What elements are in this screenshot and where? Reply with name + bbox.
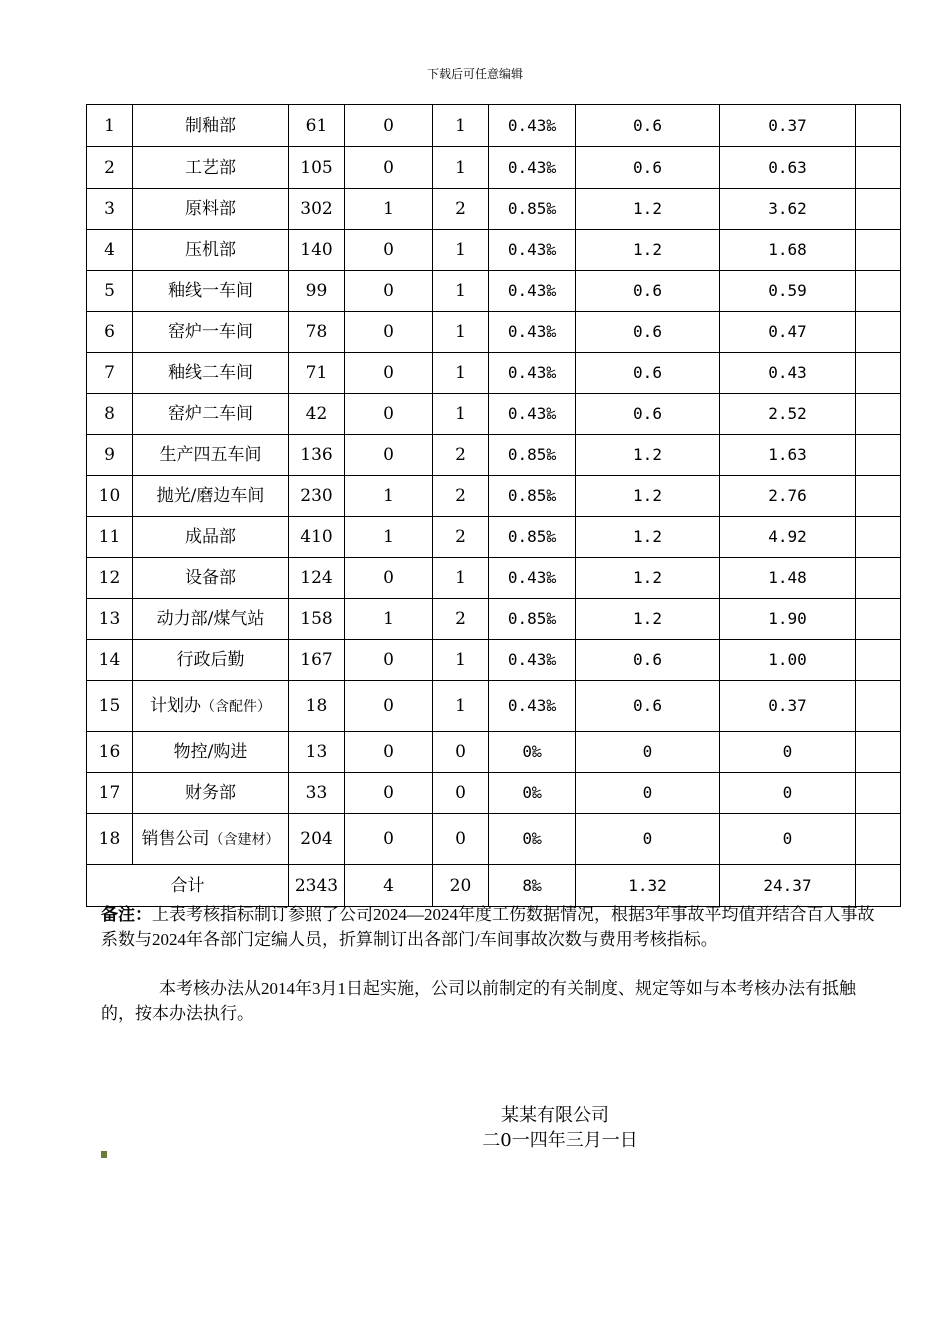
fee-b: 0.47 [720, 312, 856, 353]
fee-b: 4.92 [720, 517, 856, 558]
department-cell [133, 732, 289, 773]
fee-a: 1.2 [576, 435, 720, 476]
department-cell [133, 476, 289, 517]
accident-count-a: 0 [345, 773, 433, 814]
accident-rate: 0.43‰ [489, 558, 576, 599]
fee-b: 0.37 [720, 105, 856, 147]
department-name: 抛光/磨边车间 [156, 486, 265, 506]
department-name: 制釉部 [185, 115, 236, 136]
accident-count-b: 2 [433, 189, 489, 230]
department-cell [133, 147, 289, 189]
fee-a: 0 [576, 732, 720, 773]
department-cell [133, 558, 289, 599]
department-cell [133, 435, 289, 476]
accident-count-b: 2 [433, 435, 489, 476]
accident-rate: 0.43‰ [489, 271, 576, 312]
department-cell [133, 271, 289, 312]
blank-cell [856, 681, 901, 732]
staff-count: 204 [289, 814, 345, 865]
fee-a: 0 [576, 773, 720, 814]
accident-rate: 0.43‰ [489, 230, 576, 271]
staff-count: 158 [289, 599, 345, 640]
row-number: 4 [87, 230, 133, 271]
row-number: 7 [87, 353, 133, 394]
total-count-b: 20 [433, 865, 489, 907]
department-name: 釉线二车间 [168, 363, 253, 383]
staff-count: 33 [289, 773, 345, 814]
table-row [87, 147, 901, 189]
table-row [87, 599, 901, 640]
fee-b: 1.90 [720, 599, 856, 640]
accident-count-b: 1 [433, 681, 489, 732]
staff-count: 124 [289, 558, 345, 599]
fee-b: 0 [720, 814, 856, 865]
department-note: （含建材） [209, 831, 280, 848]
fee-b: 1.48 [720, 558, 856, 599]
blank-cell [856, 189, 901, 230]
accident-count-a: 1 [345, 189, 433, 230]
total-label: 合计 [87, 865, 289, 907]
blank-cell [856, 865, 901, 907]
accident-count-b: 1 [433, 558, 489, 599]
accident-count-b: 0 [433, 732, 489, 773]
fee-a: 1.2 [576, 230, 720, 271]
note-text: 上表考核指标制订参照了公司2024—2024年度工伤数据情况，根据3年事故平均值并结合百人事故系数与2024年各部门定编人员，折算制订出各部门/车间事故次数与费用考核指标。 [101, 905, 875, 949]
total-count-a: 4 [345, 865, 433, 907]
department-cell [133, 312, 289, 353]
company-name: 某某有限公司 [501, 1105, 609, 1126]
blank-cell [856, 558, 901, 599]
accident-rate: 0.85‰ [489, 476, 576, 517]
blank-cell [856, 435, 901, 476]
fee-a: 1.2 [576, 517, 720, 558]
accident-rate: 0.85‰ [489, 435, 576, 476]
table-row [87, 476, 901, 517]
row-number: 9 [87, 435, 133, 476]
staff-count: 18 [289, 681, 345, 732]
total-fee-b: 24.37 [720, 865, 856, 907]
accident-rate: 0.43‰ [489, 312, 576, 353]
blank-cell [856, 517, 901, 558]
document-date: 二0一四年三月一日 [482, 1130, 638, 1151]
department-cell [133, 599, 289, 640]
row-number: 11 [87, 517, 133, 558]
table-row [87, 230, 901, 271]
small-mark [101, 1151, 107, 1158]
accident-count-a: 0 [345, 732, 433, 773]
fee-a: 1.2 [576, 599, 720, 640]
assessment-table [86, 104, 901, 907]
department-name: 设备部 [185, 568, 236, 588]
note-label: 备注： [101, 905, 152, 924]
staff-count: 136 [289, 435, 345, 476]
department-cell [133, 189, 289, 230]
department-name: 行政后勤 [176, 650, 245, 670]
row-number: 6 [87, 312, 133, 353]
accident-count-b: 1 [433, 640, 489, 681]
total-rate: 8‰ [489, 865, 576, 907]
row-number: 3 [87, 189, 133, 230]
department-cell [133, 517, 289, 558]
total-row [87, 865, 901, 907]
department-name: 工艺部 [185, 157, 236, 178]
row-number: 16 [87, 732, 133, 773]
fee-b: 3.62 [720, 189, 856, 230]
accident-count-a: 0 [345, 814, 433, 865]
fee-b: 0.37 [720, 681, 856, 732]
blank-cell [856, 599, 901, 640]
department-name: 计划办 [150, 695, 201, 716]
accident-count-a: 0 [345, 435, 433, 476]
accident-rate: 0‰ [489, 732, 576, 773]
department-cell [133, 681, 289, 732]
fee-a: 0.6 [576, 640, 720, 681]
staff-count: 302 [289, 189, 345, 230]
row-number: 15 [87, 681, 133, 732]
table-row [87, 189, 901, 230]
page-header: 下载后可任意编辑 [426, 67, 523, 81]
accident-rate: 0.43‰ [489, 640, 576, 681]
staff-count: 78 [289, 312, 345, 353]
department-name: 原料部 [185, 199, 236, 219]
note [101, 902, 881, 952]
fee-b: 2.76 [720, 476, 856, 517]
accident-count-b: 1 [433, 312, 489, 353]
accident-rate: 0‰ [489, 814, 576, 865]
accident-rate: 0.43‰ [489, 105, 576, 147]
department-cell [133, 105, 289, 147]
row-number: 5 [87, 271, 133, 312]
accident-rate: 0.43‰ [489, 681, 576, 732]
accident-count-a: 0 [345, 681, 433, 732]
accident-count-b: 1 [433, 353, 489, 394]
accident-count-b: 0 [433, 773, 489, 814]
accident-count-a: 1 [345, 517, 433, 558]
table-row [87, 353, 901, 394]
table-row [87, 773, 901, 814]
blank-cell [856, 147, 901, 189]
staff-count: 230 [289, 476, 345, 517]
fee-b: 0 [720, 732, 856, 773]
table-row [87, 312, 901, 353]
department-name: 成品部 [185, 527, 236, 547]
accident-count-a: 0 [345, 147, 433, 189]
department-name: 窑炉二车间 [168, 404, 253, 424]
staff-count: 410 [289, 517, 345, 558]
fee-b: 1.00 [720, 640, 856, 681]
fee-a: 0.6 [576, 394, 720, 435]
staff-count: 140 [289, 230, 345, 271]
table-row [87, 394, 901, 435]
fee-b: 0.43 [720, 353, 856, 394]
department-cell [133, 773, 289, 814]
accident-rate: 0‰ [489, 773, 576, 814]
staff-count: 42 [289, 394, 345, 435]
staff-count: 61 [289, 105, 345, 147]
fee-a: 1.2 [576, 189, 720, 230]
accident-rate: 0.85‰ [489, 189, 576, 230]
implementation-paragraph: 本考核办法从2014年3月1日起实施，公司以前制定的有关制度、规定等如与本考核办法有抵触的，按本办法执行。 [101, 979, 856, 1023]
department-cell [133, 814, 289, 865]
accident-count-a: 0 [345, 230, 433, 271]
row-number: 14 [87, 640, 133, 681]
staff-count: 13 [289, 732, 345, 773]
department-note: （含配件） [201, 698, 271, 715]
department-name: 窑炉一车间 [168, 322, 253, 342]
accident-count-b: 1 [433, 271, 489, 312]
accident-count-a: 0 [345, 558, 433, 599]
accident-count-a: 0 [345, 353, 433, 394]
row-number: 12 [87, 558, 133, 599]
fee-b: 1.63 [720, 435, 856, 476]
table-row [87, 732, 901, 773]
fee-a: 1.2 [576, 558, 720, 599]
accident-rate: 0.43‰ [489, 394, 576, 435]
accident-count-b: 1 [433, 147, 489, 189]
accident-rate: 0.43‰ [489, 353, 576, 394]
table-row [87, 681, 901, 732]
accident-count-b: 1 [433, 105, 489, 147]
department-name: 生产四五车间 [159, 445, 262, 465]
accident-count-a: 0 [345, 105, 433, 147]
department-name: 压机部 [185, 240, 236, 260]
accident-count-a: 1 [345, 476, 433, 517]
fee-b: 0.59 [720, 271, 856, 312]
fee-a: 0.6 [576, 312, 720, 353]
row-number: 1 [87, 105, 133, 147]
blank-cell [856, 476, 901, 517]
row-number: 10 [87, 476, 133, 517]
table-row [87, 271, 901, 312]
table-row [87, 814, 901, 865]
department-cell [133, 230, 289, 271]
fee-b: 2.52 [720, 394, 856, 435]
table-row [87, 640, 901, 681]
accident-count-a: 0 [345, 312, 433, 353]
department-cell [133, 640, 289, 681]
accident-rate: 0.85‰ [489, 599, 576, 640]
department-name: 动力部/煤气站 [156, 609, 265, 629]
accident-count-b: 1 [433, 394, 489, 435]
staff-count: 105 [289, 147, 345, 189]
accident-rate: 0.43‰ [489, 147, 576, 189]
fee-b: 0.63 [720, 147, 856, 189]
accident-count-a: 0 [345, 640, 433, 681]
fee-a: 0.6 [576, 681, 720, 732]
accident-count-b: 2 [433, 599, 489, 640]
fee-b: 0 [720, 773, 856, 814]
table-row [87, 517, 901, 558]
accident-count-b: 2 [433, 517, 489, 558]
total-fee-a: 1.32 [576, 865, 720, 907]
blank-cell [856, 312, 901, 353]
accident-count-a: 1 [345, 599, 433, 640]
department-name: 釉线一车间 [168, 281, 253, 301]
row-number: 17 [87, 773, 133, 814]
accident-count-b: 0 [433, 814, 489, 865]
accident-count-b: 2 [433, 476, 489, 517]
fee-a: 1.2 [576, 476, 720, 517]
staff-count: 99 [289, 271, 345, 312]
blank-cell [856, 105, 901, 147]
department-cell [133, 394, 289, 435]
department-cell [133, 353, 289, 394]
table-row [87, 105, 901, 147]
fee-b: 1.68 [720, 230, 856, 271]
fee-a: 0.6 [576, 147, 720, 189]
fee-a: 0 [576, 814, 720, 865]
staff-count: 167 [289, 640, 345, 681]
row-number: 13 [87, 599, 133, 640]
department-name: 销售公司 [141, 828, 210, 849]
row-number: 2 [87, 147, 133, 189]
blank-cell [856, 814, 901, 865]
blank-cell [856, 230, 901, 271]
accident-rate: 0.85‰ [489, 517, 576, 558]
accident-count-a: 0 [345, 271, 433, 312]
blank-cell [856, 271, 901, 312]
department-name: 物控/购进 [173, 742, 248, 762]
accident-count-a: 0 [345, 394, 433, 435]
blank-cell [856, 353, 901, 394]
accident-count-b: 1 [433, 230, 489, 271]
fee-a: 0.6 [576, 105, 720, 147]
table-row [87, 558, 901, 599]
row-number: 8 [87, 394, 133, 435]
row-number: 18 [87, 814, 133, 865]
table-row [87, 435, 901, 476]
blank-cell [856, 640, 901, 681]
blank-cell [856, 732, 901, 773]
blank-cell [856, 773, 901, 814]
department-name: 财务部 [185, 783, 236, 803]
staff-count: 71 [289, 353, 345, 394]
blank-cell [856, 394, 901, 435]
fee-a: 0.6 [576, 353, 720, 394]
total-staff: 2343 [289, 865, 345, 907]
fee-a: 0.6 [576, 271, 720, 312]
